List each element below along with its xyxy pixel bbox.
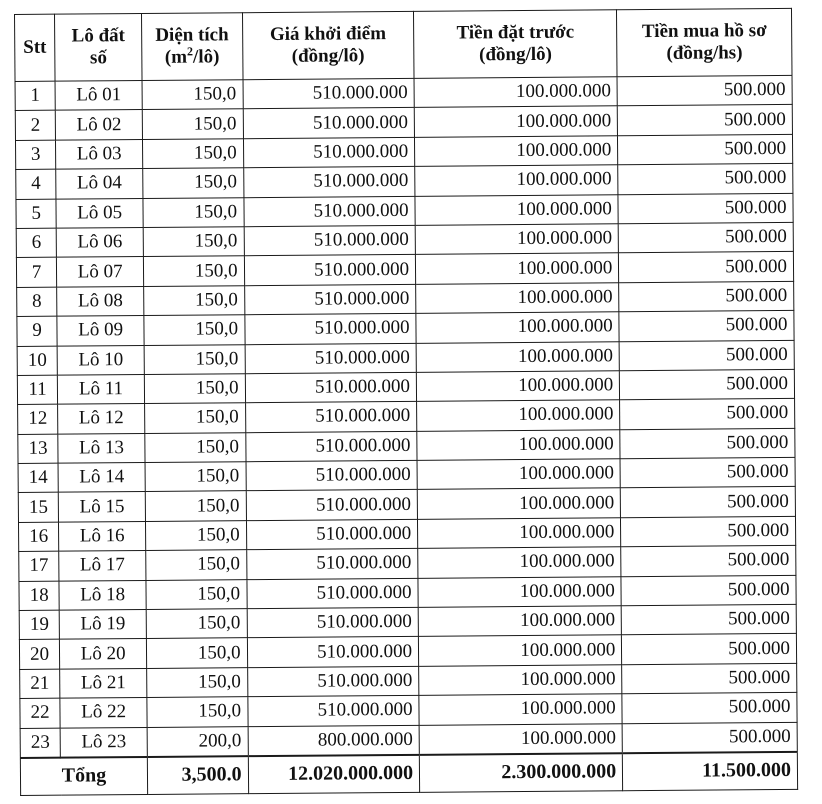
- cell-area: 150,0: [142, 80, 243, 110]
- cell-deposit: 100.000.000: [415, 253, 618, 284]
- cell-stt: 20: [19, 640, 59, 670]
- cell-area: 150,0: [146, 638, 247, 668]
- cell-area: 150,0: [143, 197, 244, 227]
- cell-stt: 7: [16, 258, 56, 288]
- cell-stt: 12: [18, 404, 58, 434]
- cell-starting-price: 510.000.000: [243, 167, 415, 198]
- cell-starting-price: 510.000.000: [246, 460, 418, 491]
- cell-stt: 22: [20, 698, 60, 728]
- total-area: 3,500.0: [147, 756, 248, 794]
- cell-area: 150,0: [144, 344, 245, 374]
- cell-lot: Lô 08: [57, 286, 144, 316]
- cell-area: 150,0: [143, 256, 244, 286]
- cell-deposit: 100.000.000: [414, 106, 617, 137]
- cell-deposit: 100.000.000: [415, 136, 618, 167]
- cell-deposit: 100.000.000: [416, 312, 619, 343]
- cell-deposit: 100.000.000: [417, 429, 620, 460]
- cell-deposit: 100.000.000: [417, 488, 620, 519]
- cell-stt: 2: [15, 111, 55, 141]
- cell-deposit: 100.000.000: [418, 576, 621, 607]
- cell-starting-price: 510.000.000: [247, 607, 419, 638]
- cell-starting-price: 510.000.000: [243, 137, 415, 168]
- cell-starting-price: 510.000.000: [246, 490, 418, 521]
- cell-deposit: 100.000.000: [418, 635, 621, 666]
- cell-lot: Lô 10: [57, 345, 144, 375]
- cell-dossier-fee: 500.000: [622, 722, 797, 753]
- cell-dossier-fee: 500.000: [621, 575, 796, 606]
- cell-area: 150,0: [146, 521, 247, 551]
- cell-lot: Lô 05: [56, 198, 143, 228]
- cell-stt: 23: [20, 728, 60, 758]
- cell-stt: 8: [17, 287, 57, 317]
- cell-dossier-fee: 500.000: [619, 281, 794, 312]
- cell-lot: Lô 17: [59, 551, 146, 581]
- cell-starting-price: 510.000.000: [245, 431, 417, 462]
- cell-dossier-fee: 500.000: [619, 311, 794, 342]
- cell-area: 150,0: [145, 432, 246, 462]
- cell-area: 150,0: [145, 491, 246, 521]
- cell-starting-price: 510.000.000: [247, 578, 419, 609]
- cell-stt: 17: [19, 551, 59, 581]
- cell-stt: 6: [16, 228, 56, 258]
- cell-area: 150,0: [144, 315, 245, 345]
- table-body: [15, 75, 797, 758]
- table-header-row: [15, 8, 793, 81]
- cell-lot: Lô 13: [58, 433, 145, 463]
- cell-lot: Lô 06: [56, 227, 143, 257]
- cell-lot: Lô 07: [57, 257, 144, 287]
- cell-area: 150,0: [147, 668, 248, 698]
- cell-deposit: 100.000.000: [414, 77, 617, 108]
- cell-area: 150,0: [146, 579, 247, 609]
- cell-stt: 18: [19, 581, 59, 611]
- cell-area: 150,0: [144, 374, 245, 404]
- cell-area: 150,0: [144, 285, 245, 315]
- cell-dossier-fee: 500.000: [622, 663, 797, 694]
- cell-lot: Lô 18: [59, 580, 146, 610]
- cell-stt: 11: [17, 375, 57, 405]
- cell-lot: Lô 23: [60, 727, 147, 758]
- cell-starting-price: 510.000.000: [246, 519, 418, 550]
- cell-deposit: 100.000.000: [415, 194, 618, 225]
- cell-lot: Lô 22: [60, 698, 147, 728]
- header-deposit: Tiền đặt trước (đồng/lô): [414, 10, 618, 79]
- cell-deposit: 100.000.000: [417, 459, 620, 490]
- header-dossier-fee: Tiền mua hồ sơ (đồng/hs): [617, 8, 792, 76]
- auction-lots-table: [14, 8, 798, 796]
- cell-dossier-fee: 500.000: [622, 634, 797, 665]
- cell-stt: 3: [15, 140, 55, 170]
- cell-starting-price: 510.000.000: [244, 284, 416, 315]
- cell-starting-price: 510.000.000: [245, 372, 417, 403]
- cell-dossier-fee: 500.000: [621, 487, 796, 518]
- cell-starting-price: 510.000.000: [243, 78, 415, 109]
- cell-dossier-fee: 500.000: [622, 693, 797, 724]
- total-row: [20, 752, 797, 796]
- cell-stt: 19: [19, 610, 59, 640]
- cell-deposit: 100.000.000: [419, 694, 622, 725]
- cell-starting-price: 510.000.000: [244, 255, 416, 286]
- cell-dossier-fee: 500.000: [618, 105, 793, 136]
- cell-area: 150,0: [146, 550, 247, 580]
- cell-lot: Lô 11: [58, 374, 145, 404]
- cell-dossier-fee: 500.000: [620, 369, 795, 400]
- cell-deposit: 100.000.000: [416, 341, 619, 372]
- cell-starting-price: 510.000.000: [244, 225, 416, 256]
- cell-lot: Lô 09: [57, 316, 144, 346]
- cell-area: 150,0: [147, 697, 248, 727]
- cell-stt: 10: [17, 346, 57, 376]
- cell-starting-price: 510.000.000: [247, 637, 419, 668]
- document-page: [14, 8, 810, 796]
- cell-dossier-fee: 500.000: [620, 399, 795, 430]
- cell-lot: Lô 19: [59, 610, 146, 640]
- cell-stt: 14: [18, 463, 58, 493]
- cell-dossier-fee: 500.000: [621, 516, 796, 547]
- cell-starting-price: 510.000.000: [247, 696, 419, 727]
- header-lot: Lô đất số: [55, 13, 142, 81]
- total-label: Tổng: [20, 757, 147, 795]
- cell-deposit: 100.000.000: [418, 518, 621, 549]
- header-starting-price: Giá khởi điểm (đồng/lô): [242, 11, 414, 79]
- cell-deposit: 100.000.000: [419, 665, 622, 696]
- cell-lot: Lô 01: [55, 80, 142, 110]
- cell-dossier-fee: 500.000: [618, 222, 793, 253]
- total-fee: 11.500.000: [623, 752, 798, 791]
- cell-dossier-fee: 500.000: [618, 164, 793, 195]
- cell-stt: 9: [17, 316, 57, 346]
- cell-deposit: 100.000.000: [415, 224, 618, 255]
- header-stt: Stt: [15, 14, 56, 81]
- cell-lot: Lô 02: [55, 110, 142, 140]
- cell-stt: 4: [16, 169, 56, 199]
- cell-dossier-fee: 500.000: [618, 193, 793, 224]
- cell-starting-price: 510.000.000: [245, 402, 417, 433]
- header-area: Diện tích $(m^2/lô)$: [142, 13, 243, 81]
- cell-area: 150,0: [142, 109, 243, 139]
- cell-area: 150,0: [143, 227, 244, 257]
- cell-starting-price: 510.000.000: [245, 343, 417, 374]
- cell-deposit: 100.000.000: [415, 165, 618, 196]
- cell-dossier-fee: 500.000: [619, 252, 794, 283]
- cell-dossier-fee: 500.000: [617, 75, 792, 106]
- cell-stt: 16: [18, 522, 58, 552]
- cell-stt: 21: [20, 669, 60, 699]
- cell-deposit: 100.000.000: [417, 400, 620, 431]
- total-deposit: 2.300.000.000: [419, 753, 623, 792]
- cell-dossier-fee: 500.000: [621, 546, 796, 577]
- cell-starting-price: 510.000.000: [243, 108, 415, 139]
- total-price: 12.020.000.000: [248, 755, 420, 794]
- cell-starting-price: 510.000.000: [244, 196, 416, 227]
- cell-stt: 1: [15, 81, 55, 111]
- cell-deposit: 100.000.000: [416, 371, 619, 402]
- cell-starting-price: 510.000.000: [244, 313, 416, 344]
- cell-starting-price: 510.000.000: [246, 549, 418, 580]
- cell-dossier-fee: 500.000: [618, 134, 793, 165]
- cell-dossier-fee: 500.000: [621, 604, 796, 635]
- cell-starting-price: 510.000.000: [247, 666, 419, 697]
- cell-dossier-fee: 500.000: [619, 340, 794, 371]
- cell-dossier-fee: 500.000: [620, 428, 795, 459]
- cell-deposit: 100.000.000: [416, 282, 619, 313]
- cell-stt: 15: [18, 493, 58, 523]
- cell-lot: Lô 12: [58, 404, 145, 434]
- cell-deposit: 100.000.000: [418, 547, 621, 578]
- cell-area: 200,0: [147, 726, 248, 757]
- cell-stt: 13: [18, 434, 58, 464]
- cell-lot: Lô 15: [58, 492, 145, 522]
- cell-area: 150,0: [146, 609, 247, 639]
- cell-lot: Lô 04: [56, 169, 143, 199]
- cell-lot: Lô 20: [60, 639, 147, 669]
- cell-area: 150,0: [143, 168, 244, 198]
- cell-lot: Lô 16: [59, 521, 146, 551]
- cell-deposit: 100.000.000: [419, 723, 622, 754]
- cell-lot: Lô 14: [58, 463, 145, 493]
- cell-dossier-fee: 500.000: [620, 457, 795, 488]
- cell-area: 150,0: [145, 462, 246, 492]
- cell-deposit: 100.000.000: [418, 606, 621, 637]
- cell-stt: 5: [16, 199, 56, 229]
- cell-area: 150,0: [145, 403, 246, 433]
- cell-starting-price: 800.000.000: [248, 725, 420, 756]
- cell-area: 150,0: [143, 138, 244, 168]
- cell-lot: Lô 21: [60, 668, 147, 698]
- cell-lot: Lô 03: [56, 139, 143, 169]
